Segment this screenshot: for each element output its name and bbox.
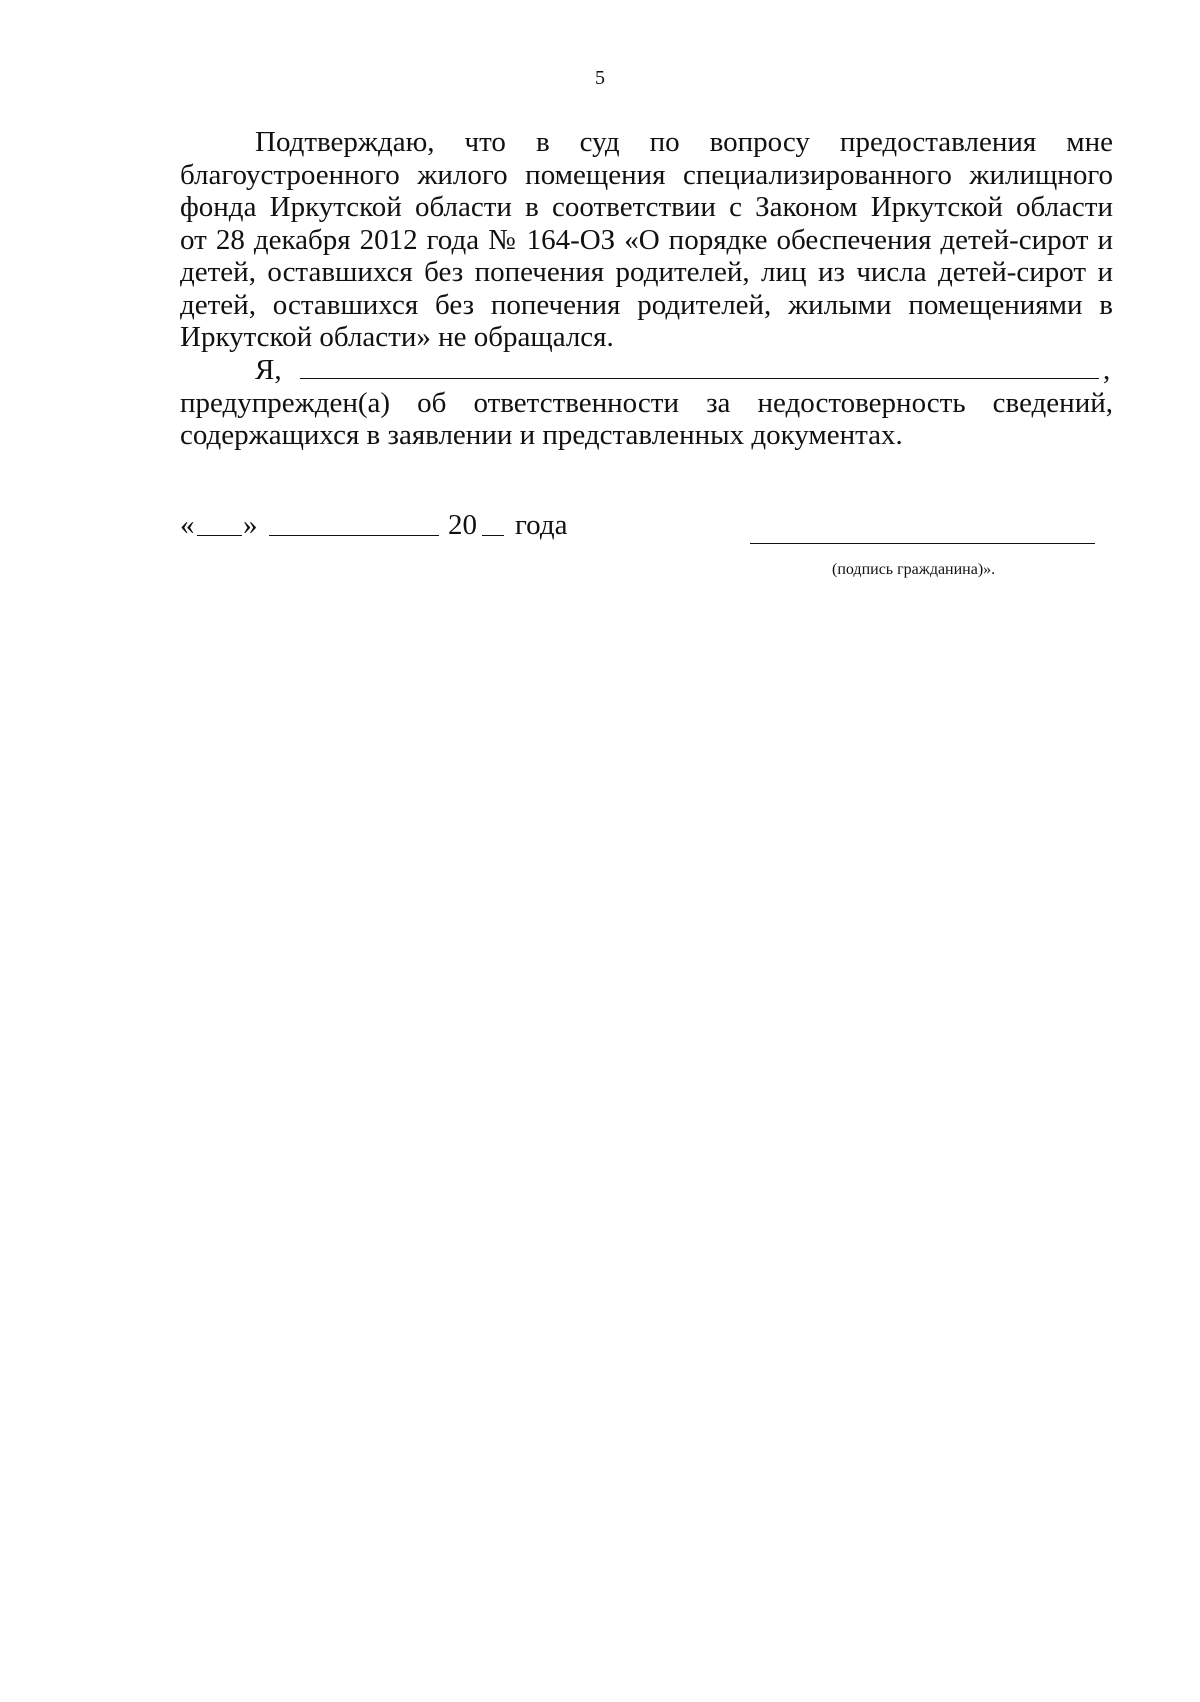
name-field-label: Я, xyxy=(255,353,282,386)
paragraph-line: детей, оставшихся без попечения родителей, лиц из числа детей-сирот и xyxy=(180,256,1113,288)
paragraph-line: детей, оставшихся без попечения родителей, жилыми помещениями в xyxy=(180,288,1113,321)
document-body xyxy=(180,126,1113,452)
confirmation-paragraph xyxy=(180,126,1113,354)
month-blank[interactable] xyxy=(269,509,439,536)
paragraph-line: фонда Иркутской области в соответствии с Законом Иркутской области xyxy=(180,191,1113,223)
warning-paragraph xyxy=(180,387,1113,452)
paragraph-line: предупрежден(а) об ответственности за недостоверность сведений, xyxy=(180,386,1113,419)
name-field-row xyxy=(180,354,1113,387)
paragraph-line: содержащихся в заявлении и представленных документах. xyxy=(180,419,903,451)
date-open-quote: « xyxy=(180,509,195,541)
year-prefix: 20 xyxy=(448,509,477,541)
signature-caption: (подпись гражданина)». xyxy=(832,561,996,578)
name-field-comma: , xyxy=(1103,353,1111,386)
year-blank[interactable] xyxy=(482,509,504,536)
day-blank[interactable] xyxy=(197,509,242,536)
paragraph-line: от 28 декабря 2012 года № 164-ОЗ «О порядке обеспечения детей-сирот и xyxy=(180,223,1113,256)
date-close-quote: » xyxy=(243,509,258,541)
name-field-blank[interactable] xyxy=(300,354,1099,379)
signature-line[interactable] xyxy=(750,543,1095,544)
paragraph-line: Подтверждаю, что в суд по вопросу предоставления мне xyxy=(255,126,1113,158)
year-word: года xyxy=(515,509,568,541)
paragraph-line: Иркутской области» не обращался. xyxy=(180,321,614,353)
page-number: 5 xyxy=(595,67,605,89)
paragraph-line: благоустроенного жилого помещения специализированного жилищного xyxy=(180,158,1113,191)
